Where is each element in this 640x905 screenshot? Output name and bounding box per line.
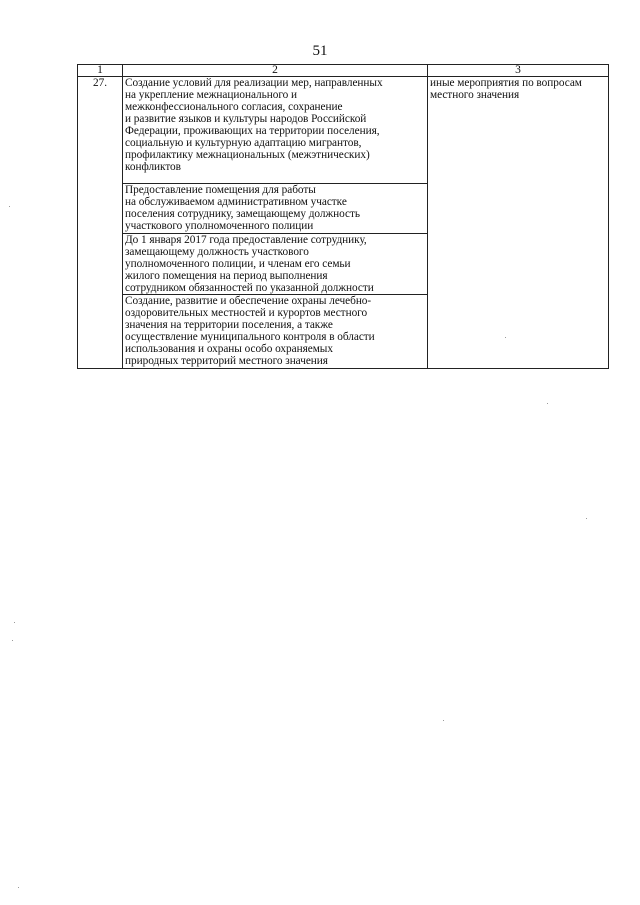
power-cell-1 [123, 77, 428, 184]
page-number: 51 [312, 43, 328, 59]
power-text: Создание условий для реализации мер, направленных на укрепление межнационального и межконфессионального согласия, сохранение и развитие языков и культуры народов Российской Федерации, проживающих на территории поселения, социальную и культурную адаптацию мигрантов, профилактику межнациональных (межэтнических) конфликтов [125, 77, 383, 173]
column-header-3: 3 [428, 65, 609, 77]
scan-speck [547, 403, 548, 404]
power-text: Создание, развитие и обеспечение охраны лечебно- оздоровительных местностей и курортов местного значения на территории поселения, а также осуществление муниципального контроля в области использования и охраны особо охраняемых природных территорий местного значения [125, 295, 375, 367]
scan-speck [14, 622, 15, 623]
category-text: иные мероприятия по вопросам местного значения [430, 77, 582, 101]
power-cell-3 [123, 234, 428, 295]
scan-speck [9, 206, 10, 207]
column-header-2: 2 [123, 65, 428, 77]
category-cell [428, 77, 609, 369]
row-number-cell: 27. [78, 77, 123, 369]
scan-speck [18, 887, 19, 888]
scan-speck [505, 337, 506, 338]
table-header-row [78, 65, 609, 77]
scan-speck [12, 640, 13, 641]
power-text: До 1 января 2017 года предоставление сотруднику, замещающему должность участкового уполномоченного полиции, и членам его семьи жилого помещения на период выполнения сотрудником обязанностей по указанной должности [125, 234, 374, 294]
column-header-1: 1 [78, 65, 123, 77]
power-text: Предоставление помещения для работы на обслуживаемом административном участке поселения сотруднику, замещающему должность участкового уполномоченного полиции [125, 184, 361, 232]
table-row [78, 77, 609, 184]
powers-table [77, 64, 609, 369]
scan-speck [586, 518, 587, 519]
scan-speck [443, 720, 444, 721]
power-cell-2 [123, 184, 428, 234]
power-cell-4 [123, 295, 428, 369]
